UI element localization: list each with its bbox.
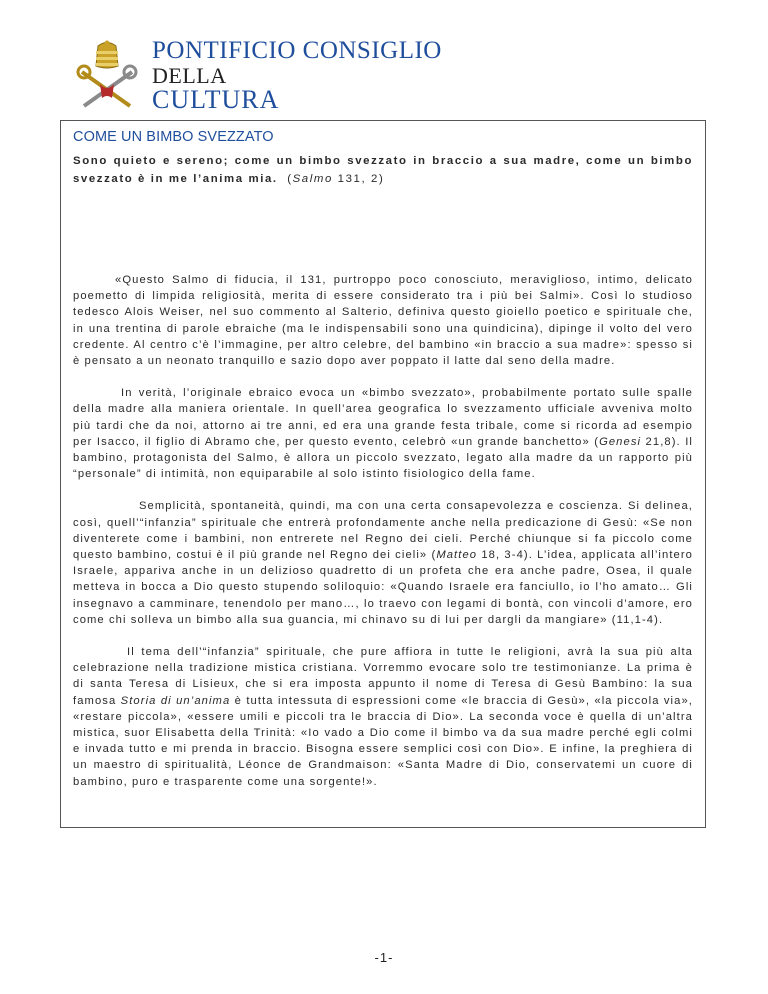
paragraph-4-text-a: Il tema dell’“infanzia” spirituale, che pure affiora in tutte le religioni, avrà la sua più alta celebrazione nella tradizione mistica cristiana. Vorremmo evocare solo tre testimonianze. La prima è di santa Teresa di Lisieux, che si era imposta appunto il nome di Teresa di Gesù Bambino: la sua famosa xyxy=(73,646,693,707)
papal-crest-icon xyxy=(72,40,142,110)
org-name-line1: PONTIFICIO CONSIGLIO xyxy=(152,37,442,64)
paragraph-3-text-a: Semplicità, spontaneità, quindi, ma con una certa consapevolezza e coscienza. Si delinea, così, quell’“infanzia” spirituale che entrerà profondamente anche nella predicazione di Gesù: «Se non diventerete come i bambini, non entrerete nel Regno dei cieli. Perché chiunque si fa piccolo come questo bambino, costui è il più grande nel Regno dei cieli» ( xyxy=(73,500,693,562)
paragraph-3-text-b: 18, 3-4). L’idea, applicata all’intero Israele, appariva anche in un delizioso quadretto di un profeta che era anche padre, Osea, il quale metteva in bocca a Dio questo stupendo soliloquio: «Quando Israele era fanciullo, io l’ho amato… Gli insegnavo a camminare, tenendolo per mano…, lo traevo con legami di bontà, con vincoli d’amore, ero come chi solleva un bimbo alla sua guancia, mi chinavo su di lui per dargli da mangiare» (11,1-4). xyxy=(73,549,693,626)
page-number: -1- xyxy=(374,950,394,965)
verse-reference xyxy=(282,173,384,185)
paragraph-2-text-a: In verità, l’originale ebraico evoca un «bimbo svezzato», probabilmente portato sulle spalle della madre alla maniera orientale. In quell’area geografica lo svezzamento ufficiale avveniva molto più tardi che da noi, attorno ai tre anni, ed era una grande festa tribale, come si ricorda ad esempio per Isacco, il figlio di Abramo che, per questo evento, celebrò «un grande banchetto» ( xyxy=(73,387,693,448)
org-name-line3: CULTURA xyxy=(152,85,280,114)
paragraph-2 xyxy=(73,385,693,482)
paragraph-4-text-b: è tutta intessuta di espressioni come «le braccia di Gesù», «la piccola via», «restare piccola», «essere umili e piccoli tra le braccia di Dio». La seconda voce è quella di un’altra mistica, suor Elisabetta della Trinità: «Io vado a Dio come il bimbo va da sua madre perché egli colmi e invada tutto e mi prenda in braccio. Bisogna essere semplici così con Dio». E infine, la preghiera di un maestro di spiritualità, Léonce de Grandmaison: «Santa Madre di Dio, conservatemi un cuore di bambino, puro e trasparente come una sorgente!». xyxy=(73,694,693,788)
paragraph-4 xyxy=(73,644,693,790)
verse-ref-open: ( xyxy=(287,173,293,185)
verse-ref-book: Salmo xyxy=(292,173,333,185)
verse-ref-rest: 131, 2) xyxy=(332,173,385,185)
epigraph-verse xyxy=(73,152,693,188)
organization-name xyxy=(152,38,442,113)
paragraph-2-ref: Genesi xyxy=(599,435,642,448)
paragraph-1-text: «Questo Salmo di fiducia, il 131, purtroppo poco conosciuto, meraviglioso, intimo, delicato poemetto di limpida religiosità, merita di essere considerato tra i più bei Salmi». Così lo studioso tedesco Alois Weiser, nel suo commento al Salterio, definiva questo gioiello poetico e spirituale che, in una trentina di parole ebraiche (ma le indispensabili sono una quindicina), dipinge il volto del vero credente. Al centro c’è l’immagine, per altro celebre, del bambino «in braccio a sua madre»: spesso si è pensato a un neonato tranquillo e sazio dopo aver poppato il latte dal seno della madre. xyxy=(73,274,693,368)
paragraph-4-ref: Storia di un’anima xyxy=(120,694,231,707)
article-box xyxy=(60,120,706,828)
page-header xyxy=(72,37,532,114)
article-title: COME UN BIMBO SVEZZATO xyxy=(73,129,274,145)
paragraph-3-ref: Matteo xyxy=(436,549,478,562)
paragraph-2-text-b: 21,8). Il bambino, protagonista del Salmo, è allora un piccolo svezzato, legato alla madre da un rapporto più “personale” di intimità, non equiparabile al solo istinto fisiologico della fame. xyxy=(73,435,693,481)
verse-text: Sono quieto e sereno; come un bimbo svezzato in braccio a sua madre, come un bimbo svezzato è in me l’anima mia. xyxy=(73,155,693,185)
paragraph-1 xyxy=(73,272,693,369)
org-name-line2: DELLA xyxy=(152,63,227,88)
paragraph-3 xyxy=(73,498,693,628)
